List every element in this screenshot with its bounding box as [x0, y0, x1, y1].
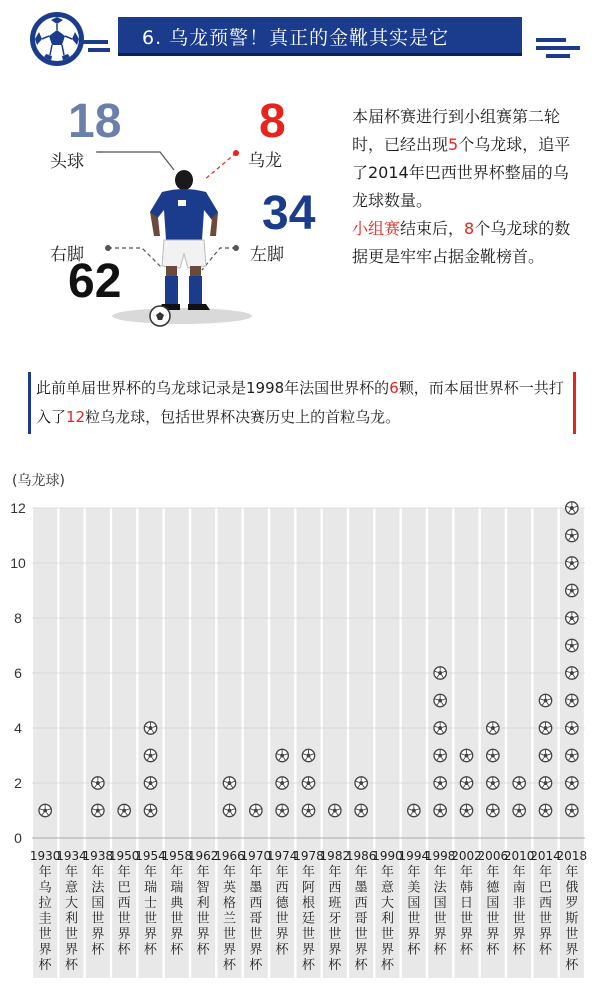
- football-icon: [513, 777, 525, 789]
- y-tick-label: 12: [10, 500, 26, 516]
- quote-box: [28, 370, 576, 436]
- x-tick-label: 1950 年巴西世界杯: [108, 849, 140, 958]
- description-text-1: 本届杯赛进行到小组赛第二轮时，已经出现: [352, 107, 561, 154]
- football-icon: [566, 639, 578, 651]
- football-icon: [566, 777, 578, 789]
- description-text-2: 个乌龙球，追平了2014年巴西世界杯整届的乌龙球数量。: [352, 135, 571, 210]
- football-icon: [566, 584, 578, 596]
- football-icon: [92, 777, 104, 789]
- quote-number-2: 12: [66, 408, 86, 426]
- football-icon: [513, 804, 525, 816]
- y-tick-label: 6: [14, 665, 22, 681]
- football-icon: [434, 749, 446, 761]
- x-tick-label: 1974 年西德世界杯: [266, 849, 298, 958]
- football-icon: [355, 777, 367, 789]
- quote-number-1: 6: [389, 379, 399, 397]
- y-tick-label: 2: [14, 775, 22, 791]
- y-tick-label: 0: [14, 830, 22, 846]
- football-icon: [144, 749, 156, 761]
- football-icon: [566, 612, 578, 624]
- football-icon: [434, 667, 446, 679]
- x-tick-label: 2010 年南非世界杯: [503, 849, 535, 958]
- x-tick-label: 1934 年意大利世界杯: [56, 849, 87, 973]
- football-icon: [223, 777, 235, 789]
- football-icon: [408, 804, 420, 816]
- football-icon: [434, 804, 446, 816]
- football-icon: [276, 777, 288, 789]
- football-icon: [302, 749, 314, 761]
- x-tick-label: 1958 年瑞典世界杯: [161, 849, 193, 958]
- football-icon: [302, 777, 314, 789]
- football-icon: [250, 804, 262, 816]
- x-tick-label: 2002 年韩日世界杯: [451, 849, 482, 958]
- football-icon: [144, 804, 156, 816]
- football-icon: [539, 722, 551, 734]
- x-tick-label: 2006 年德国世界杯: [477, 849, 509, 958]
- football-icon: [434, 777, 446, 789]
- description-number-2: 8: [464, 219, 475, 238]
- football-icon: [487, 804, 499, 816]
- x-tick-label: 1998 年法国世界杯: [424, 849, 456, 958]
- football-icon: [487, 749, 499, 761]
- header-goals-label: 头球: [50, 152, 84, 172]
- football-icon: [460, 749, 472, 761]
- right-foot-number: 62: [68, 255, 122, 308]
- description-paragraph: [352, 103, 578, 271]
- description-highlight: 小组赛: [352, 219, 401, 238]
- football-icon: [355, 804, 367, 816]
- football-icon: [223, 804, 235, 816]
- football-icon: [566, 557, 578, 569]
- football-icon: [302, 804, 314, 816]
- y-axis-label: (乌龙球): [12, 473, 65, 489]
- football-icon: [566, 667, 578, 679]
- header-decor-left: [80, 40, 110, 56]
- own-goals-number: 8: [259, 95, 286, 148]
- right-foot-label: 右脚: [50, 245, 84, 265]
- football-icon: [434, 722, 446, 734]
- quote-text-c: 粒乌龙球，包括世界杯决赛历史上的首粒乌龙。: [85, 408, 401, 426]
- quote-text: [36, 374, 572, 432]
- description-text-4: 个乌龙球的数据更是牢牢占据金靴榜首。: [352, 219, 571, 266]
- quote-text-a: 此前单届世界杯的乌龙球记录是1998年法国世界杯的: [36, 379, 390, 397]
- x-tick-label: 1966 年英格兰世界杯: [214, 849, 245, 973]
- own-goals-chart: [0, 460, 600, 1008]
- header-logo: [30, 12, 84, 66]
- header-decor-right: [536, 38, 580, 62]
- x-tick-label: 1938 年法国世界杯: [82, 849, 114, 958]
- football-icon: [144, 777, 156, 789]
- x-tick-label: 1954 年瑞士世界杯: [135, 849, 166, 958]
- football-icon: [566, 749, 578, 761]
- x-tick-label: 1978 年阿根廷世界杯: [293, 849, 324, 973]
- football-icon: [460, 777, 472, 789]
- football-icon: [566, 722, 578, 734]
- football-icon: [566, 694, 578, 706]
- description-number-1: 5: [448, 135, 459, 154]
- x-tick-label: 1930 年乌拉圭世界杯: [29, 849, 61, 973]
- left-foot-number: 34: [262, 187, 316, 240]
- football-icon: [92, 804, 104, 816]
- football-icon: [539, 777, 551, 789]
- player-illustration: [96, 140, 256, 340]
- football-icon: [35, 17, 79, 61]
- football-icon: [276, 749, 288, 761]
- quote-bar-left: [28, 372, 31, 434]
- x-tick-label: 1986 年墨西哥世界杯: [345, 849, 377, 973]
- football-icon: [144, 722, 156, 734]
- football-icon: [566, 804, 578, 816]
- football-icon: [487, 777, 499, 789]
- x-tick-label: 1994 年美国世界杯: [398, 849, 430, 958]
- header-goals-number: 18: [68, 95, 122, 148]
- x-tick-label: 1990 年意大利世界杯: [372, 849, 403, 973]
- x-tick-label: 1970 年墨西哥世界杯: [240, 849, 272, 973]
- football-icon: [329, 804, 341, 816]
- football-icon: [434, 694, 446, 706]
- x-tick-label: 2014 年巴西世界杯: [530, 849, 561, 958]
- football-icon: [566, 502, 578, 514]
- left-foot-label: 左脚: [250, 245, 284, 265]
- football-icon: [118, 804, 130, 816]
- y-tick-label: 10: [10, 555, 26, 571]
- x-tick-label: 1982 年西班牙世界杯: [319, 849, 351, 973]
- y-tick-label: 4: [14, 720, 22, 736]
- football-icon: [539, 694, 551, 706]
- football-icon: [566, 529, 578, 541]
- football-icon: [539, 749, 551, 761]
- football-icon: [487, 722, 499, 734]
- description-text-3: 结束后，: [400, 219, 465, 238]
- quote-bar-right: [573, 372, 576, 434]
- own-goals-label: 乌龙: [248, 151, 282, 171]
- quote-text-b: 颗，而本届世界杯一共打入了: [36, 379, 564, 426]
- y-tick-label: 8: [14, 610, 22, 626]
- header-banner: [118, 17, 522, 53]
- x-tick-label: 1962 年智利世界杯: [187, 849, 219, 958]
- x-tick-label: 2018 年俄罗斯世界杯: [556, 849, 588, 973]
- football-icon: [276, 804, 288, 816]
- page-title: 6. 乌龙预警！真正的金靴其实是它: [142, 27, 450, 49]
- football-icon: [39, 804, 51, 816]
- football-icon: [460, 804, 472, 816]
- football-icon: [539, 804, 551, 816]
- chart-canvas: [0, 460, 600, 1008]
